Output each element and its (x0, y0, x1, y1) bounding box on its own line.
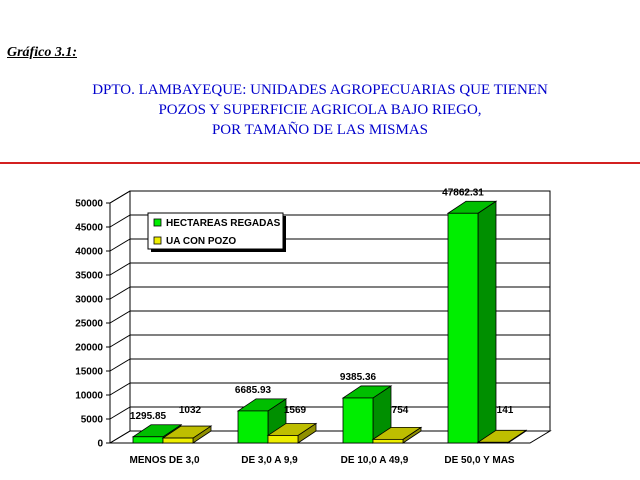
gridline-diag-6 (110, 287, 130, 299)
bar-chart (0, 170, 640, 475)
y-tick-label-2: 10000 (75, 390, 103, 402)
gridline-diag-5 (110, 311, 130, 323)
data-label-0-1: 6685.93 (234, 384, 272, 396)
chart-title (0, 80, 640, 140)
legend (148, 213, 286, 252)
bar-0-0-front (133, 437, 163, 443)
bar-0-1-front (238, 411, 268, 443)
gridline-diag-3 (110, 359, 130, 371)
bar-1-1-front (268, 435, 298, 443)
bar-0-3 (448, 201, 496, 443)
data-label-1-2: 754 (391, 405, 409, 416)
title-divider (0, 162, 640, 164)
legend-label-1: UA CON POZO (166, 236, 237, 247)
legend-swatch-1 (154, 237, 161, 244)
data-label-1-3: 141 (496, 405, 514, 416)
gridline-diag-8 (110, 239, 130, 251)
x-tick-label-3: DE 50,0 Y MAS (444, 455, 515, 466)
gridline-diag-7 (110, 263, 130, 275)
data-label-1-1: 1569 (283, 405, 307, 416)
bar-0-2-front (343, 398, 373, 443)
x-tick-label-1: DE 3,0 A 9,9 (241, 455, 298, 466)
legend-label-0: HECTAREAS REGADAS (166, 218, 281, 229)
chart-title-line-1: DPTO. LAMBAYEQUE: UNIDADES AGROPECUARIAS QUE TIENEN (92, 82, 548, 98)
data-label-0-2: 9385.36 (339, 371, 377, 383)
x-tick-label-0: MENOS DE 3,0 (129, 455, 200, 466)
y-tick-label-10: 50000 (75, 198, 103, 210)
data-label-0-3: 47862.31 (442, 187, 484, 199)
bar-1-3-front (478, 442, 508, 443)
y-tick-label-6: 30000 (75, 294, 103, 306)
gridline-diag-2 (110, 383, 130, 395)
y-tick-label-8: 40000 (75, 246, 103, 258)
y-tick-label-0: 0 (97, 438, 103, 450)
x-tick-label-2: DE 10,0 A 49,9 (340, 455, 409, 466)
y-tick-label-3: 15000 (75, 366, 103, 378)
y-tick-label-5: 25000 (75, 318, 103, 330)
y-tick-label-4: 20000 (75, 342, 103, 354)
figure-label: Gráfico 3.1: (7, 45, 77, 60)
data-label-1-0: 1032 (178, 405, 202, 416)
chart-title-line-2: POZOS Y SUPERFICIE AGRICOLA BAJO RIEGO, (158, 102, 482, 118)
y-tick-label-1: 5000 (80, 414, 103, 426)
bar-0-3-front (448, 213, 478, 443)
y-axis-top-edge (110, 191, 130, 203)
bar-0-3-side (478, 201, 496, 443)
bar-1-0-front (163, 438, 193, 443)
data-label-0-0: 1295.85 (129, 410, 167, 422)
gridline-diag-1 (110, 407, 130, 419)
y-tick-label-9: 45000 (75, 222, 103, 234)
gridline-diag-4 (110, 335, 130, 347)
y-tick-label-7: 35000 (75, 270, 103, 282)
gridline-diag-9 (110, 215, 130, 227)
bar-1-2-front (373, 439, 403, 443)
chart-title-line-3: POR TAMAÑO DE LAS MISMAS (211, 122, 429, 138)
legend-swatch-0 (154, 219, 161, 226)
